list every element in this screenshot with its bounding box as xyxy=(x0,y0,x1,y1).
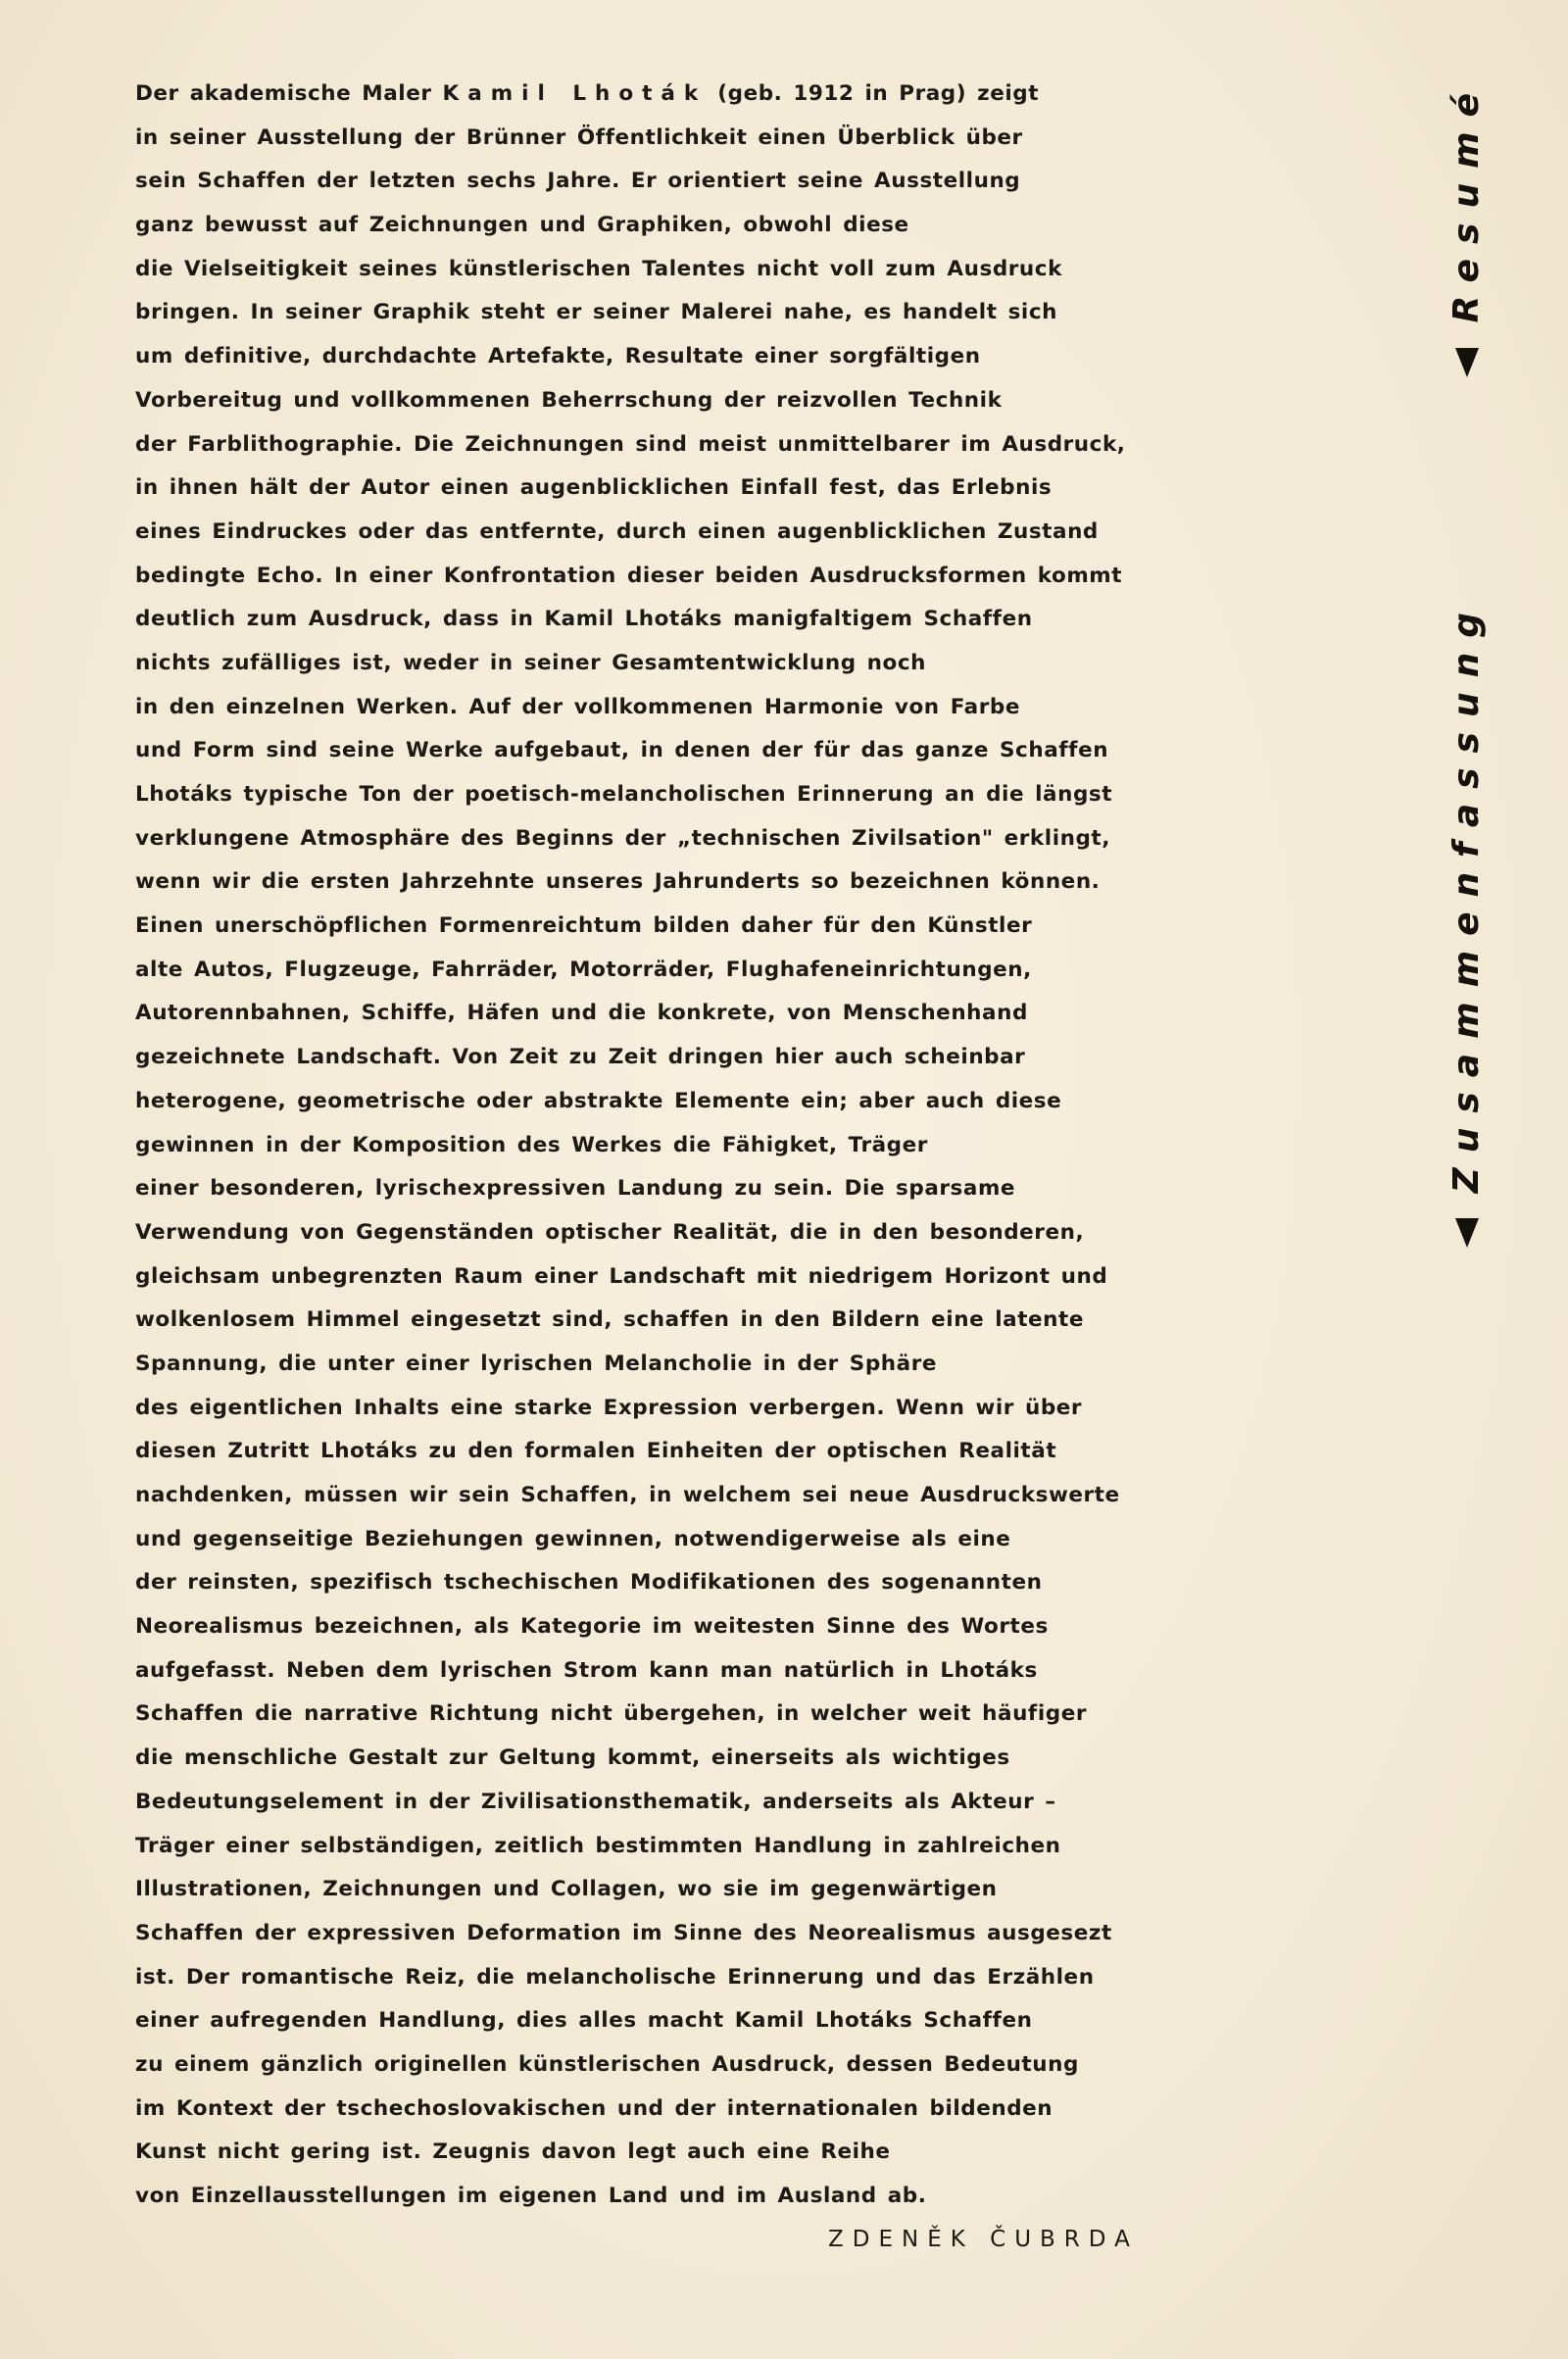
text-segment: von Einzellausstellungen im eigenen Land und im Ausland ab. xyxy=(135,2184,927,2208)
text-line xyxy=(135,1518,1174,1562)
text-segment: Schaffen der expressiven Deformation im Sinne des Neorealismus ausgesezt xyxy=(135,1920,1112,1945)
text-line xyxy=(135,423,1174,467)
text-segment: (geb. 1912 in Prag) zeigt xyxy=(707,81,1040,106)
text-segment: heterogene, geometrische oder abstrakte Elemente ein; aber auch diese xyxy=(135,1088,1062,1113)
text-segment: Bedeutungselement in der Zivilisationsthematik, anderseits als Akteur – xyxy=(135,1789,1056,1814)
text-segment: verklungene Atmosphäre des Beginns der „technischen Zivilsation" erklingt, xyxy=(135,825,1110,851)
text-segment: in den einzelnen Werken. Auf der vollkommenen Harmonie von Farbe xyxy=(135,694,1020,719)
text-line xyxy=(135,992,1174,1036)
text-line xyxy=(135,1387,1174,1431)
text-segment: Autorennbahnen, Schiffe, Häfen und die konkrete, von Menschenhand xyxy=(135,1001,1028,1026)
text-segment: nichts zufälliges ist, weder in seiner Gesamtentwicklung noch xyxy=(135,650,927,675)
text-segment: und gegenseitige Beziehungen gewinnen, notwendigerweise als eine xyxy=(135,1526,1011,1551)
text-line xyxy=(135,773,1174,817)
text-segment: gewinnen in der Komposition des Werkes die Fähigket, Träger xyxy=(135,1132,928,1157)
text-line xyxy=(135,2088,1174,2132)
text-segment: deutlich zum Ausdruck, dass in Kamil Lhotáks manigfaltigem Schaffen xyxy=(135,607,1033,632)
side-heading-resume xyxy=(1446,78,1487,377)
text-line xyxy=(135,1167,1174,1211)
text-segment: nachdenken, müssen wir sein Schaffen, in welchem sei neue Ausdruckswerte xyxy=(135,1483,1120,1507)
text-segment: Kunst nicht gering ist. Zeugnis davon legt auch eine Reihe xyxy=(135,2139,891,2165)
text-line xyxy=(135,1124,1174,1168)
text-segment: wolkenlosem Himmel eingesetzt sind, schaffen in den Bildern eine latente xyxy=(135,1307,1084,1333)
text-segment: ganz bewusst auf Zeichnungen und Graphiken, obwohl diese xyxy=(135,213,909,238)
text-line xyxy=(135,1649,1174,1694)
text-segment: ist. Der romantische Reiz, die melancholische Erinnerung und das Erzählen xyxy=(135,1964,1095,1990)
text-line xyxy=(135,511,1174,555)
text-line xyxy=(135,467,1174,511)
text-line xyxy=(135,1956,1174,2000)
text-segment: bringen. In seiner Graphik steht er seiner Malerei nahe, es handelt sich xyxy=(135,300,1057,325)
text-line xyxy=(135,291,1174,335)
text-line xyxy=(135,905,1174,949)
text-line xyxy=(135,160,1174,204)
side-heading-zusammenfassung-label: Zusammenfassung xyxy=(1446,598,1487,1194)
text-line xyxy=(135,117,1174,161)
text-line xyxy=(135,555,1174,599)
text-line xyxy=(135,686,1174,730)
text-line xyxy=(135,2131,1174,2175)
text-line xyxy=(135,1693,1174,1737)
side-heading-resume-label: Resumé xyxy=(1446,78,1487,323)
text-line xyxy=(135,1211,1174,1255)
text-line xyxy=(135,1036,1174,1080)
text-segment: Schaffen die narrative Richtung nicht übergehen, in welcher weit häufiger xyxy=(135,1701,1087,1727)
text-segment: wenn wir die ersten Jahrzehnte unseres Jahrunderts so bezeichnen können. xyxy=(135,869,1101,895)
triangle-left-icon xyxy=(1455,1218,1479,1248)
text-line xyxy=(135,817,1174,861)
text-segment: im Kontext der tschechoslovakischen und der internationalen bildenden xyxy=(135,2095,1054,2121)
triangle-left-icon xyxy=(1455,348,1479,377)
text-segment: die Vielseitigkeit seines künstlerischen Talentes nicht voll zum Ausdruck xyxy=(135,256,1062,281)
text-line xyxy=(135,335,1174,379)
text-line xyxy=(135,1825,1174,1869)
text-segment: gezeichnete Landschaft. Von Zeit zu Zeit dringen hier auch scheinbar xyxy=(135,1045,1026,1070)
text-segment: zu einem gänzlich originellen künstlerischen Ausdruck, dessen Bedeutung xyxy=(135,2051,1079,2077)
text-line xyxy=(135,1737,1174,1781)
text-line xyxy=(135,642,1174,686)
text-line xyxy=(135,1080,1174,1124)
text-segment: Der akademische Maler xyxy=(135,81,443,106)
text-line xyxy=(135,1561,1174,1605)
text-segment: Lhotáks typische Ton der poetisch-melancholischen Erinnerung an die längst xyxy=(135,782,1113,807)
text-line xyxy=(135,248,1174,292)
text-line xyxy=(135,860,1174,905)
text-segment: in seiner Ausstellung der Brünner Öffentlichkeit einen Überblick über xyxy=(135,124,1023,150)
text-line xyxy=(135,1868,1174,1912)
text-line xyxy=(135,1474,1174,1518)
text-segment: und Form sind seine Werke aufgebaut, in denen der für das ganze Schaffen xyxy=(135,738,1109,763)
text-segment: die menschliche Gestalt zur Geltung kommt, einerseits als wichtiges xyxy=(135,1745,1010,1771)
text-line xyxy=(135,2175,1174,2219)
text-segment: eines Eindruckes oder das entfernte, durch einen augenblicklichen Zustand xyxy=(135,518,1099,544)
artist-name: Kamil Lhoták xyxy=(442,81,708,106)
author-signature: ZDENĚK ČUBRDA xyxy=(828,2227,1139,2252)
text-segment: Spannung, die unter einer lyrischen Melancholie in der Sphäre xyxy=(135,1351,937,1376)
text-line xyxy=(135,2043,1174,2088)
text-segment: diesen Zutritt Lhotáks zu den formalen Einheiten der optischen Realität xyxy=(135,1439,1057,1464)
article-body xyxy=(135,73,1174,2219)
text-segment: Einen unerschöpflichen Formenreichtum bilden daher für den Künstler xyxy=(135,913,1033,939)
text-segment: in ihnen hält der Autor einen augenblicklichen Einfall fest, das Erlebnis xyxy=(135,475,1053,501)
side-heading-zusammenfassung xyxy=(1446,598,1487,1248)
text-segment: der Farblithographie. Die Zeichnungen sind meist unmittelbarer im Ausdruck, xyxy=(135,431,1126,457)
text-line xyxy=(135,949,1174,993)
text-segment: sein Schaffen der letzten sechs Jahre. Er orientiert seine Ausstellung xyxy=(135,169,1021,194)
text-line xyxy=(135,1299,1174,1343)
text-segment: Verwendung von Gegenständen optischer Realität, die in den besonderen, xyxy=(135,1219,1085,1245)
text-segment: Träger einer selbständigen, zeitlich bestimmten Handlung in zahlreichen xyxy=(135,1833,1061,1858)
text-line xyxy=(135,1999,1174,2043)
text-segment: einer aufregenden Handlung, dies alles macht Kamil Lhotáks Schaffen xyxy=(135,2008,1033,2034)
text-line xyxy=(135,379,1174,423)
text-segment: Vorbereitug und vollkommenen Beherrschung der reizvollen Technik xyxy=(135,387,1003,413)
text-line xyxy=(135,1255,1174,1300)
text-segment: einer besonderen, lyrischexpressiven Landung zu sein. Die sparsame xyxy=(135,1176,1016,1202)
text-line xyxy=(135,729,1174,773)
text-segment: gleichsam unbegrenzten Raum einer Landschaft mit niedrigem Horizont und xyxy=(135,1263,1108,1289)
text-segment: bedingte Echo. In einer Konfrontation dieser beiden Ausdrucksformen kommt xyxy=(135,563,1123,588)
text-line xyxy=(135,1343,1174,1387)
text-line xyxy=(135,1781,1174,1825)
text-segment: alte Autos, Flugzeuge, Fahrräder, Motorräder, Flughafeneinrichtungen, xyxy=(135,957,1032,982)
text-line xyxy=(135,1605,1174,1649)
text-line xyxy=(135,1912,1174,1956)
text-line xyxy=(135,204,1174,248)
text-segment: aufgefasst. Neben dem lyrischen Strom kann man natürlich in Lhotáks xyxy=(135,1657,1038,1683)
text-segment: um definitive, durchdachte Artefakte, Resultate einer sorgfältigen xyxy=(135,344,981,369)
text-segment: Neorealismus bezeichnen, als Kategorie im weitesten Sinne des Wortes xyxy=(135,1614,1049,1640)
text-segment: der reinsten, spezifisch tschechischen Modifikationen des sogenannten xyxy=(135,1570,1043,1596)
text-segment: Illustrationen, Zeichnungen und Collagen, wo sie im gegenwärtigen xyxy=(135,1877,998,1902)
text-segment: des eigentlichen Inhalts eine starke Expression verbergen. Wenn wir über xyxy=(135,1395,1083,1420)
text-line xyxy=(135,598,1174,642)
text-line xyxy=(135,73,1174,117)
text-line xyxy=(135,1430,1174,1474)
